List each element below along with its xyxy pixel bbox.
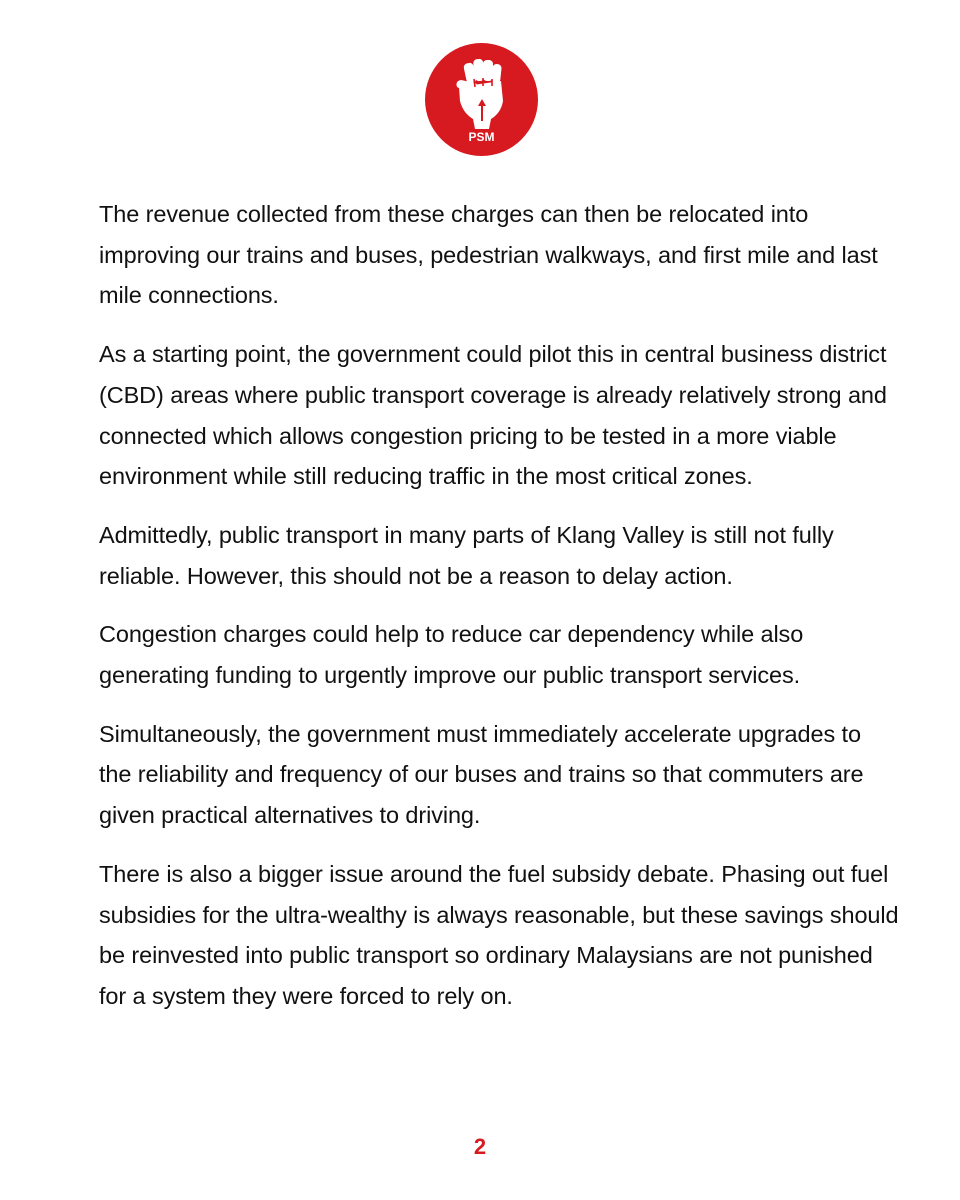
article-body	[99, 194, 899, 1035]
page-number: 2	[473, 1134, 487, 1159]
paragraph: The revenue collected from these charges can then be relocated into improving our trains and buses, pedestrian walkways, and first mile and last mile connections.	[99, 201, 878, 309]
paragraph: Congestion charges could help to reduce car dependency while also generating funding to urgently improve our public transport services.	[99, 621, 804, 689]
paragraph: As a starting point, the government could pilot this in central business district (CBD) areas where public transport coverage is already relatively strong and connected which allows congestion pricing to be tested in a more viable environment while still reducing traffic in the most critical zones.	[99, 341, 887, 490]
psm-logo	[425, 43, 538, 156]
paragraph: Simultaneously, the government must immediately accelerate upgrades to the reliability and frequency of our buses and trains so that commuters are given practical alternatives to driving.	[99, 720, 864, 829]
logo-text: PSM	[468, 130, 495, 144]
raised-fist-icon	[425, 43, 538, 156]
paragraph: There is also a bigger issue around the fuel subsidy debate. Phasing out fuel subsidies for the ultra-wealthy is always reasonable, but these savings should be reinvested into public transport so ordinary Malaysians are not punished for a system they were forced to rely on.	[99, 860, 899, 1009]
paragraph: Admittedly, public transport in many parts of Klang Valley is still not fully reliable. However, this should not be a reason to delay action.	[99, 521, 834, 589]
